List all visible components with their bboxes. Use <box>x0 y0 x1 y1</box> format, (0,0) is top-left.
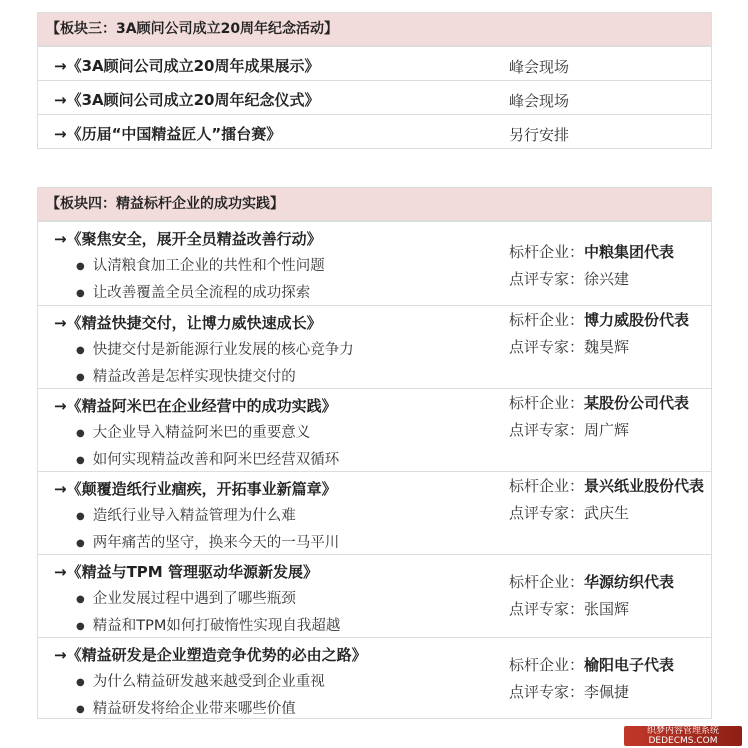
list-item: ● 造纸行业导入精益管理为什么难 <box>76 503 339 530</box>
benchmark-company: 中粮集团代表 <box>584 243 675 261</box>
row-title: →《精益与TPM 管理驱动华源新发展》 <box>54 563 318 581</box>
row-right <box>509 473 709 527</box>
list-item: ● 两年痛苦的坚守，换来今天的一马平川 <box>76 530 339 557</box>
row-title: →《颠覆造纸行业痼疾，开拓事业新篇章》 <box>54 480 337 498</box>
section3-table <box>37 12 712 149</box>
list-item: ● 精益研发将给企业带来哪些价值 <box>76 696 325 723</box>
bullet-list <box>76 420 339 474</box>
benchmark-company: 景兴纸业股份代表 <box>584 477 705 495</box>
benchmark-label: 标杆企业： <box>509 311 585 329</box>
watermark-line2: DEDECMS.COM <box>648 736 718 746</box>
reviewer-name: 张国辉 <box>584 600 630 618</box>
reviewer-label: 点评专家： <box>509 504 585 522</box>
row-title: →《精益快捷交付，让博力威快速成长》 <box>54 314 322 332</box>
row-title: →《历届“中国精益匠人”擂台赛》 <box>54 125 282 143</box>
list-item: ● 让改善覆盖全员全流程的成功探索 <box>76 280 325 307</box>
bullet-list <box>76 337 354 391</box>
benchmark-label: 标杆企业： <box>509 243 585 261</box>
section3-row <box>38 114 711 148</box>
reviewer-label: 点评专家： <box>509 338 585 356</box>
reviewer-label: 点评专家： <box>509 600 585 618</box>
section4-row <box>38 637 711 718</box>
section4-row <box>38 221 711 305</box>
row-location: 另行安排 <box>509 126 570 144</box>
reviewer-label: 点评专家： <box>509 270 585 288</box>
reviewer-label: 点评专家： <box>509 421 585 439</box>
reviewer-name: 李佩捷 <box>584 683 630 701</box>
section4-header: 【板块四：精益标杆企业的成功实践】 <box>38 188 711 221</box>
row-location: 峰会现场 <box>509 92 570 110</box>
reviewer-label: 点评专家： <box>509 683 585 701</box>
reviewer-name: 徐兴建 <box>584 270 630 288</box>
reviewer-name: 魏昊辉 <box>584 338 630 356</box>
section4-table <box>37 187 712 719</box>
list-item: ● 精益和TPM如何打破惰性实现自我超越 <box>76 613 340 640</box>
row-title: →《精益研发是企业塑造竞争优势的必由之路》 <box>54 646 367 664</box>
list-item: ● 如何实现精益改善和阿米巴经营双循环 <box>76 447 339 474</box>
reviewer-name: 武庆生 <box>584 504 630 522</box>
section4-row <box>38 305 711 388</box>
row-location: 峰会现场 <box>509 58 570 76</box>
benchmark-company: 博力威股份代表 <box>584 311 690 329</box>
watermark-line1: 织梦内容管理系统 <box>646 726 719 736</box>
section4-row <box>38 471 711 554</box>
bullet-list <box>76 669 325 723</box>
benchmark-label: 标杆企业： <box>509 573 585 591</box>
row-right <box>509 569 709 623</box>
watermark-logo <box>624 726 742 746</box>
list-item: ● 精益改善是怎样实现快捷交付的 <box>76 364 354 391</box>
row-right <box>509 307 709 361</box>
section3-row <box>38 46 711 80</box>
reviewer-name: 周广辉 <box>584 421 630 439</box>
benchmark-label: 标杆企业： <box>509 477 585 495</box>
bullet-list <box>76 253 325 307</box>
section3-row <box>38 80 711 114</box>
row-title: →《3A顾问公司成立20周年纪念仪式》 <box>54 91 320 109</box>
bullet-list <box>76 503 339 557</box>
section3-header: 【板块三：3A顾问公司成立20周年纪念活动】 <box>38 13 711 46</box>
list-item: ● 大企业导入精益阿米巴的重要意义 <box>76 420 339 447</box>
row-right <box>509 390 709 444</box>
section4-row <box>38 554 711 637</box>
row-title: →《精益阿米巴在企业经营中的成功实践》 <box>54 397 337 415</box>
benchmark-company: 华源纺织代表 <box>584 573 675 591</box>
list-item: ● 为什么精益研发越来越受到企业重视 <box>76 669 325 696</box>
list-item: ● 企业发展过程中遇到了哪些瓶颈 <box>76 586 340 613</box>
row-right <box>509 239 709 293</box>
list-item: ● 认清粮食加工企业的共性和个性问题 <box>76 253 325 280</box>
benchmark-label: 标杆企业： <box>509 394 585 412</box>
row-title: →《聚焦安全，展开全员精益改善行动》 <box>54 230 322 248</box>
benchmark-company: 榆阳电子代表 <box>584 656 675 674</box>
row-title: →《3A顾问公司成立20周年成果展示》 <box>54 57 320 75</box>
section4-row <box>38 388 711 471</box>
benchmark-label: 标杆企业： <box>509 656 585 674</box>
bullet-list <box>76 586 340 640</box>
row-right <box>509 652 709 706</box>
benchmark-company: 某股份公司代表 <box>584 394 690 412</box>
list-item: ● 快捷交付是新能源行业发展的核心竞争力 <box>76 337 354 364</box>
